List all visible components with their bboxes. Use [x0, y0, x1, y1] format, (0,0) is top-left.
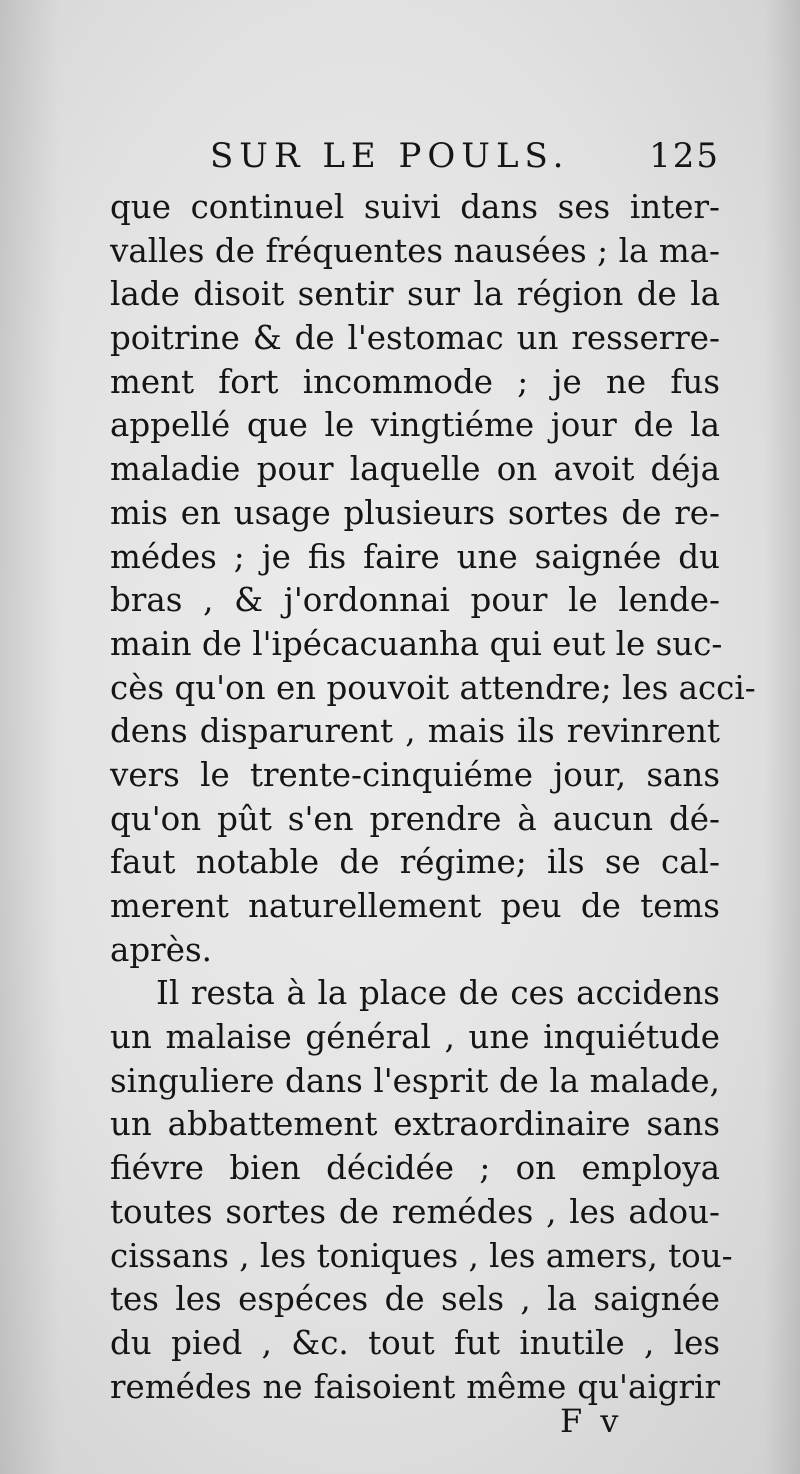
text-line: que continuel suivi dans ses inter- [110, 188, 720, 226]
text-line: bras , & j'ordonnai pour le lende- [110, 581, 720, 620]
text-line: un malaise général , une inquiétude [110, 1018, 720, 1057]
text-line: dens disparurent , mais ils revinrent [110, 712, 720, 751]
page-header [210, 136, 720, 182]
text-line: merent naturellement peu de tems [110, 887, 720, 925]
text-line: maladie pour laquelle on avoit déja [110, 450, 720, 489]
text-line: singuliere dans l'esprit de la malade, [110, 1061, 720, 1100]
text-line: mis en usage plusieurs sortes de re- [110, 493, 720, 532]
text-line: ment fort incommode ; je ne fus [110, 362, 720, 401]
page-edge-shadow [764, 0, 800, 1474]
text-line: tes les espéces de sels , la saignée [110, 1280, 720, 1319]
text-line: valles de fréquentes nausées ; la ma- [110, 231, 720, 270]
paragraph-end-line: après. [110, 930, 212, 969]
gutter-shadow [0, 0, 60, 1474]
text-line: faut notable de régime; ils se cal- [110, 843, 720, 882]
running-title: SUR LE POULS. [210, 136, 570, 176]
text-line: toutes sortes de remédes , les adou- [110, 1192, 720, 1231]
text-line: vers le trente-cinquiéme jour, sans [110, 755, 720, 794]
text-line: lade disoit sentir sur la région de la [110, 275, 720, 314]
text-line: médes ; je fis faire une saignée du [110, 537, 720, 576]
paragraph-start-line: Il resta à la place de ces accidens [156, 974, 720, 1013]
signature-mark: F v [560, 1402, 623, 1440]
body-text [110, 186, 756, 1409]
text-line: cissans , les toniques , les amers, tou- [110, 1236, 733, 1275]
text-line: qu'on pût s'en prendre à aucun dé- [110, 799, 720, 838]
text-line: main de l'ipécacuanha qui eut le suc- [110, 624, 723, 663]
text-line: poitrine & de l'estomac un resserre- [110, 319, 720, 358]
text-line: appellé que le vingtiéme jour de la [110, 406, 720, 445]
text-line: un abbattement extraordinaire sans [110, 1105, 720, 1144]
text-line: du pied , &c. tout fut inutile , les [110, 1323, 720, 1362]
text-line: remédes ne faisoient même qu'aigrir [110, 1367, 720, 1406]
text-line: cès qu'on en pouvoit attendre; les acci- [110, 668, 756, 707]
page-number: 125 [649, 136, 720, 176]
text-line: fiévre bien décidée ; on employa [110, 1149, 720, 1188]
